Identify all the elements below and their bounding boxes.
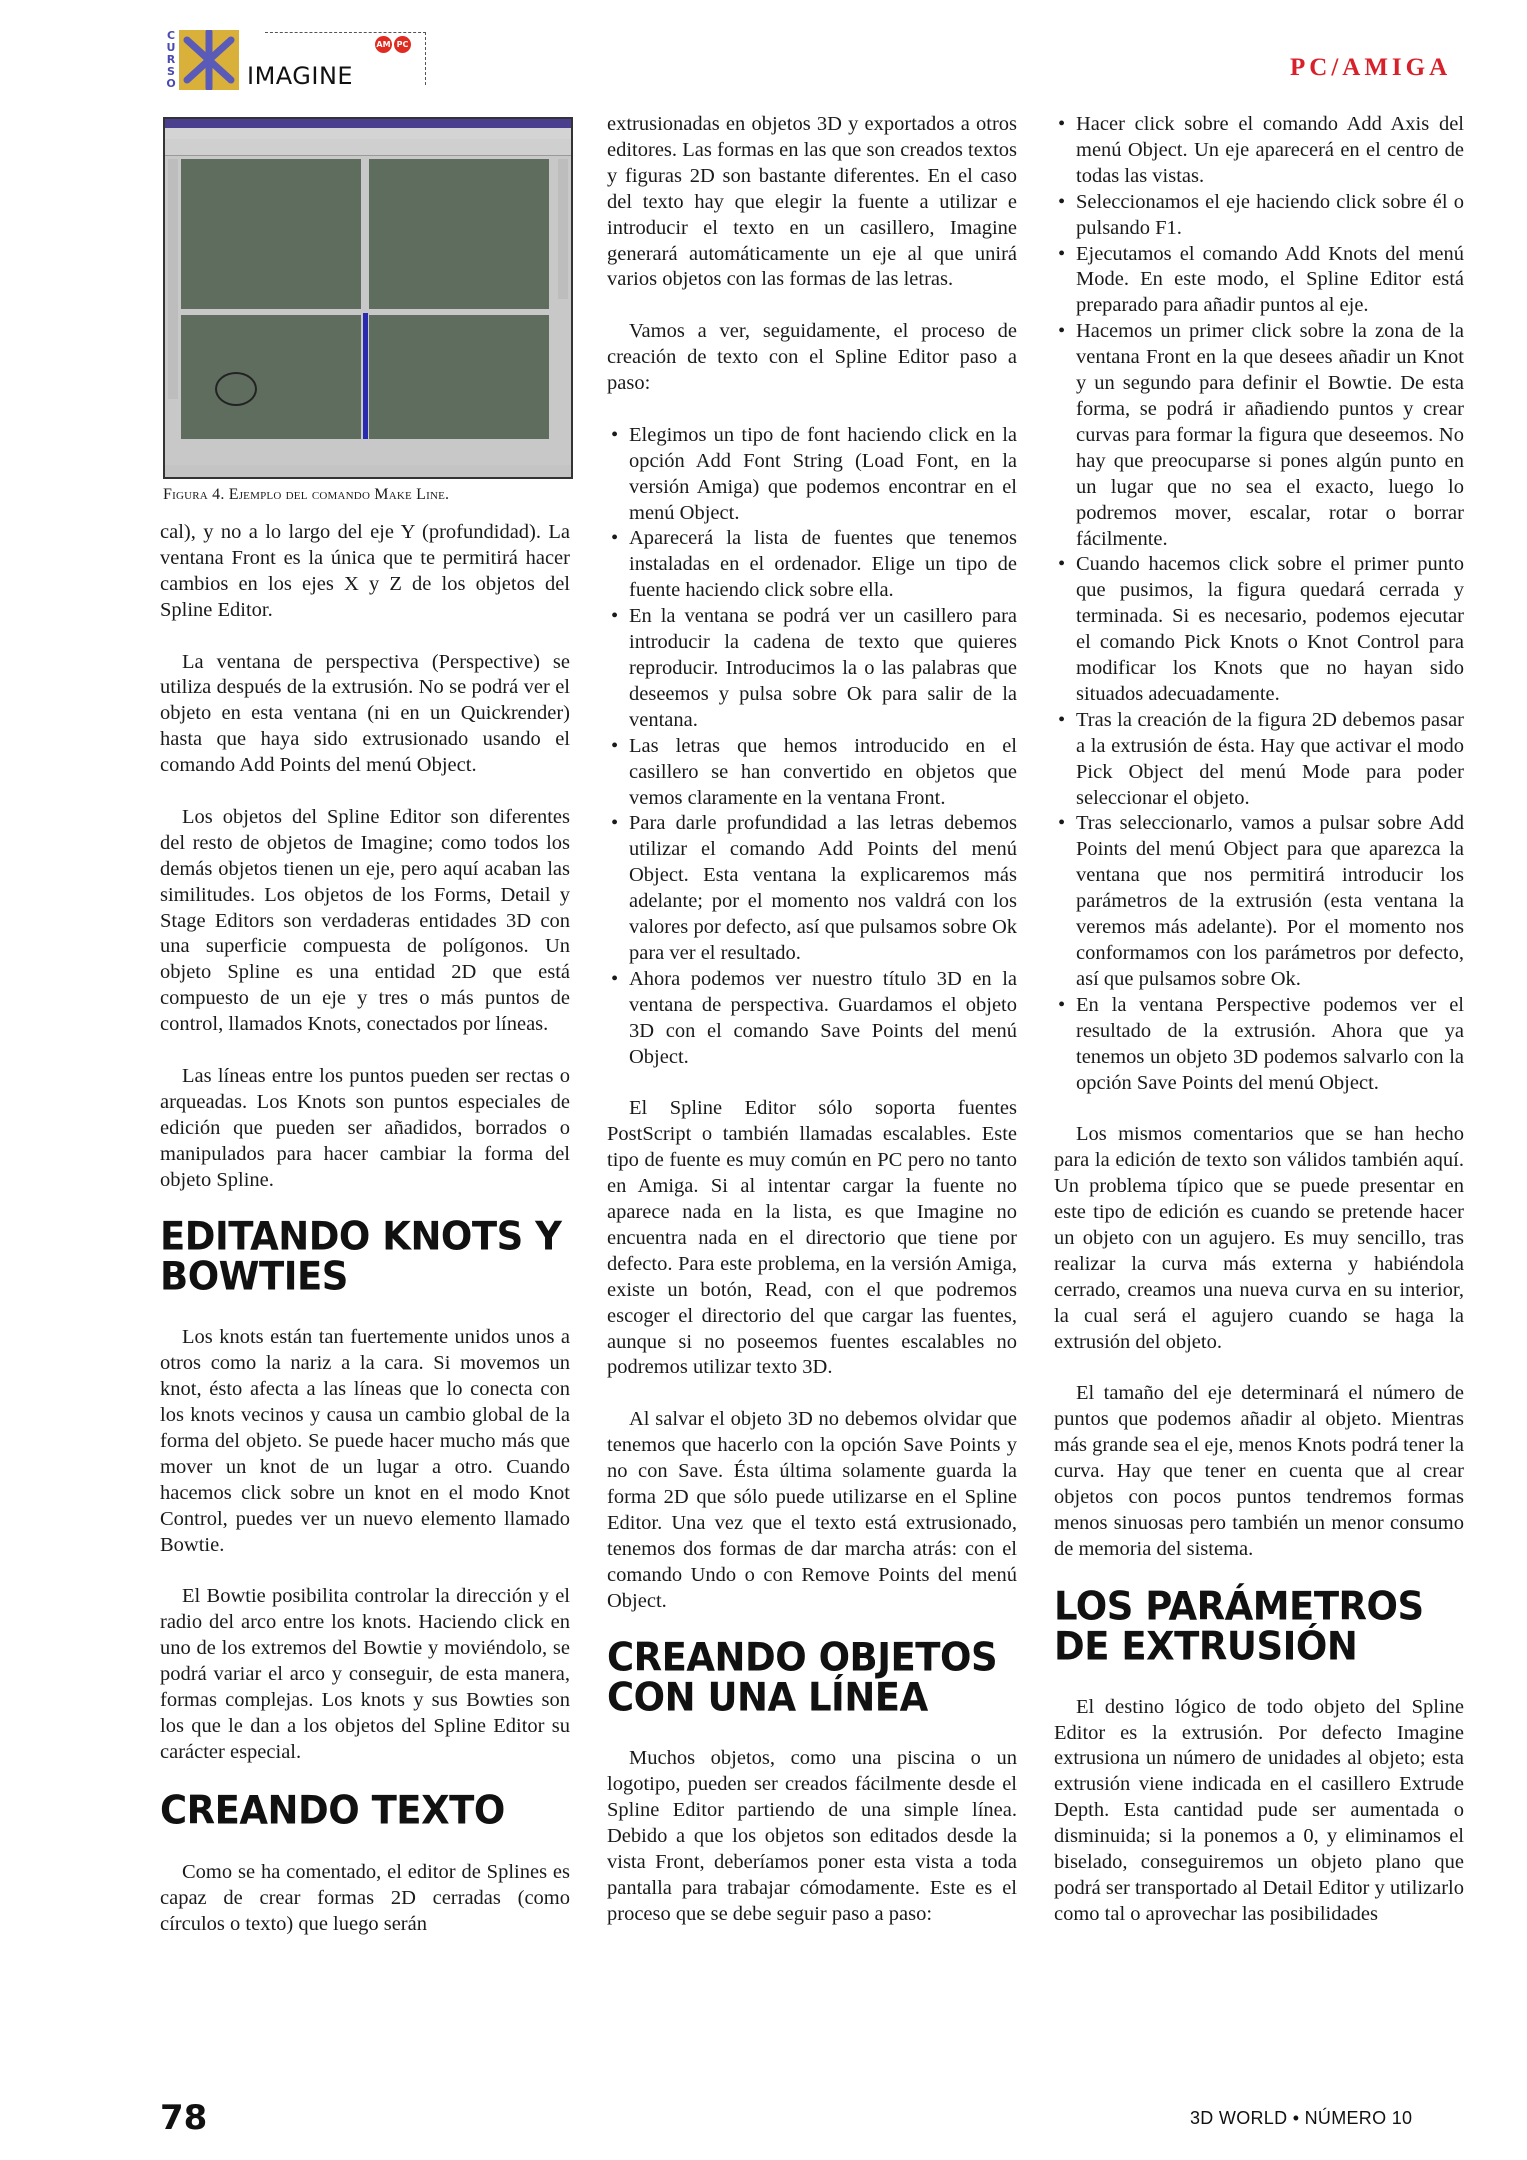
list-item: • Tras la creación de la figura 2D debemos pasar a la extrusión de ésta. Hay que activar el modo Pick Object del menú Mode para poder seleccionar el objeto. [1054, 708, 1464, 812]
paragraph: Vamos a ver, seguidamente, el proceso de creación de texto con el Spline Editor paso a paso: [607, 320, 1017, 395]
paragraph: Los mismos comentarios que se han hecho para la edición de texto son válidos también aquí. Un problema típico que se puede presentar en este tipo de edición es cuando se pretende hacer un objeto con un agujero. Es muy sencillo, tras realizar la curva más externa y habiéndola cerrado, creamos una nueva curva en su interior, la cual será el agujero cuando se haga la extrusión del objeto. [1054, 1123, 1464, 1353]
column-3 [1054, 112, 1464, 1954]
magazine-footer: 3D WORLD • NÚMERO 10 [1190, 2108, 1413, 2128]
highlight-circle [215, 372, 257, 406]
list-item: • En la ventana Perspective podemos ver el resultado de la extrusión. Ahora que ya tenemos un objeto 3D podemos salvarlo con la opción Save Points del menú Object. [1054, 993, 1464, 1097]
column-1 [160, 520, 570, 1963]
section-label: PC/AMIGA [1290, 54, 1452, 81]
list-item: • Hacemos un primer click sobre la zona de la ventana Front en la que desees añadir un Knot y un segundo para definir el Bowtie. De esta forma, se podrá ir añadiendo puntos y crear curvas para formar la figura que deseemos. No hay que preocuparse si pones algún punto en un lugar que no sea el exacto, luego lo podremos mover, escalar, rotar o borrar fácilmente. [1054, 319, 1464, 552]
paragraph: extrusionadas en objetos 3D y exportados a otros editores. Las formas en las que son creados textos y figuras 2D son bastante diferentes. En el caso del texto hay que elegir la fuente a utilizar e introducir el texto en un casillero, Imagine generará automáticamente un eje al que unirá varios objetos con las formas de las letras. [607, 113, 1017, 291]
window-menubar [165, 128, 571, 139]
paragraph: Los objetos del Spline Editor son diferentes del resto de objetos de Imagine; como todos los demás objetos tienen un eje, pero aquí acaban las similitudes. Los objetos de los Forms, Detail y Stage Editors son verdaderas entidades 3D con una superficie compuesta de polígonos. Un objeto Spline es una entidad 2D que está compuesto de un eje y tres o más puntos de control, llamados Knots, conectados por líneas. [160, 805, 570, 1036]
list-item: • Para darle profundidad a las letras debemos utilizar el comando Add Points del menú Object. Esta ventana la explicaremos más adelante; por el momento nos valdrá con los valores por defecto, así que pulsamos sobre Ok para ver el resultado. [607, 811, 1017, 966]
section-heading: EDITANDO KNOTS Y BOWTIES [160, 1214, 562, 1300]
course-logo [165, 28, 430, 98]
bullet-list [1054, 112, 1464, 1096]
section-heading: CREANDO OBJETOS CON UNA LÍNEA [607, 1635, 998, 1721]
list-item: • Las letras que hemos introducido en el casillero se han convertido en objetos que vemos claramente en la ventana Front. [607, 734, 1017, 812]
paragraph: Los knots están tan fuertemente unidos unos a otros como la nariz a la cara. Si movemos un knot, ésto afecta a las líneas que lo conecta con los knots vecinos y causa un cambio global de la forma del objeto. Se puede hacer mucho más que mover un knot de un lugar a otro. Cuando hacemos click sobre un knot en el modo Knot Control, puedes ver un nuevo elemento llamado Bowtie. [160, 1326, 570, 1556]
badge-pc: PC [394, 36, 411, 53]
viewport-perspective [369, 159, 549, 309]
bullet-list [607, 423, 1017, 1071]
list-item: • Aparecerá la lista de fuentes que tenemos instaladas en el ordenador. Elige un tipo de fuente haciendo click sobre ella. [607, 526, 1017, 604]
viewport-right [369, 315, 549, 439]
paragraph: El destino lógico de todo objeto del Spline Editor es la extrusión. Por defecto Imagine extrusiona un número de unidades al objeto; esta extrusión viene indicada en el casillero Extrude Depth. Esta cantidad pude ser aumentada o disminuida; si la ponemos a 0, y eliminamos el biselado, conseguiremos un objeto plano que podrá ser transportado al Detail Editor y utilizarlo como tal o aprovechar las posibilidades [1054, 1695, 1464, 1925]
figure-screenshot [163, 117, 573, 479]
badge-am: AM [375, 36, 392, 53]
paragraph: Como se ha comentado, el editor de Splines es capaz de crear formas 2D cerradas (como círculos o texto) que luego serán [160, 1860, 570, 1935]
window-statusbar [165, 465, 571, 477]
list-item: • En la ventana se podrá ver un casillero para introducir la cadena de texto que quieres reproducir. Introducimos la o las palabras que deseemos y pulsa sobre Ok para salir de la ventana. [607, 604, 1017, 734]
paragraph: Muchos objetos, como una piscina o un logotipo, pueden ser creados fácilmente desde el Spline Editor partiendo de una simple línea. Debido a que los objetos son editados desde la vista Front, deberíamos poner esta vista a toda pantalla para trabajar cómodamente. Este es el proceso que se debe seguir paso a paso: [607, 1747, 1017, 1925]
list-item: • Tras seleccionarlo, vamos a pulsar sobre Add Points del menú Object para que aparezca la ventana que nos permitirá introducir los parámetros de la extrusión (esta ventana la veremos más adelante). Por el momento nos conformamos con los parámetros por defecto, así que pulsamos sobre Ok. [1054, 811, 1464, 992]
paragraph: La ventana de perspectiva (Perspective) se utiliza después de la extrusión. No se podrá ver el objeto en esta ventana (ni en un Quickrender) hasta que haya sido extrusionado usando el comando Add Points del menú Object. [160, 650, 570, 777]
list-item: • Ahora podemos ver nuestro título 3D en la ventana de perspectiva. Guardamos el objeto 3D con el comando Save Points del menú Object. [607, 967, 1017, 1071]
list-item: • Cuando hacemos click sobre el primer punto que pusimos, la figura quedará cerrada y terminada. Si es necesario, podemos ejecutar el comando Pick Knots o Knot Control para modificar los Knots que no hayan sido situados adecuadamente. [1054, 552, 1464, 707]
section-heading: CREANDO TEXTO [160, 1787, 505, 1833]
window-titlebar [165, 119, 571, 128]
logo-jack-icon [179, 30, 239, 90]
right-toolbar [558, 159, 568, 299]
logo-title: IMAGINE [247, 62, 354, 90]
list-item: • Hacer click sobre el comando Add Axis del menú Object. Un eje aparecerá en el centro de todas las vistas. [1054, 112, 1464, 190]
window-toolbar [165, 139, 571, 156]
paragraph: El Spline Editor sólo soporta fuentes PostScript o también llamadas escalables. Este tipo de fuente es muy común en PC pero no tanto en Amiga. Si al intentar cargar la fuente no aparece nada en la lista, es que Imagine no encuentra nada en el directorio que tiene por defecto. Para este problema, en la versión Amiga, existe un botón, Read, con el que podremos escoger el directorio del que cargar las fuentes, aunque si no poseemos fuentes escalables no podremos utilizar texto 3D. [607, 1097, 1017, 1379]
paragraph: El tamaño del eje determinará el número de puntos que podemos añadir al objeto. Mientras más grande sea el eje, menos Knots podrá tener la curva. Hay que tener en cuenta que al crear objetos con pocos puntos tendremos formas menos sinuosas pero también un menor consumo de memoria del sistema. [1054, 1382, 1464, 1560]
list-item: • Elegimos un tipo de font haciendo click en la opción Add Font String (Load Font, en la versión Amiga) que podemos encontrar en el menú Object. [607, 423, 1017, 527]
paragraph: cal), y no a lo largo del eje Y (profundidad). La ventana Front es la única que te permitirá hacer cambios en los ejes X y Z de los objetos del Spline Editor. [160, 521, 570, 621]
left-toolbar [168, 159, 178, 399]
logo-side-text: CURSO [166, 29, 176, 90]
axis-line [363, 313, 368, 439]
section-heading: LOS PARÁMETROS DE EXTRUSIÓN [1054, 1583, 1424, 1669]
list-item: • Seleccionamos el eje haciendo click sobre él o pulsando F1. [1054, 190, 1464, 242]
viewport-top [181, 159, 361, 309]
page-number: 78 [160, 2098, 208, 2138]
figure-caption: Figura 4. Ejemplo del comando Make Line. [163, 486, 450, 503]
paragraph: El Bowtie posibilita controlar la dirección y el radio del arco entre los knots. Haciendo click en uno de los extremos del Bowtie y moviéndolo, se podrá variar el arco y conseguir, de esta manera, formas complejas. Los knots y sus Bowties son los que le dan a los objetos del Spline Editor su carácter especial. [160, 1585, 570, 1763]
column-2 [607, 112, 1017, 1954]
paragraph: Las líneas entre los puntos pueden ser rectas o arqueadas. Los Knots son puntos especiales de edición que pueden ser añadidos, borrados o manipulados para hacer cambiar la forma del objeto Spline. [160, 1064, 570, 1191]
list-item: • Ejecutamos el comando Add Knots del menú Mode. En este modo, el Spline Editor está preparado para añadir puntos al eje. [1054, 242, 1464, 320]
viewport-front [181, 315, 361, 439]
paragraph: Al salvar el objeto 3D no debemos olvidar que tenemos que hacerlo con la opción Save Points y no con Save. Ésta última solamente guarda la forma 2D que sólo puede utilizarse en el Spline Editor. Una vez que el texto está extrusionado, tenemos dos formas de dar marcha atrás: con el comando Undo o con Remove Points del menú Object. [607, 1408, 1017, 1612]
